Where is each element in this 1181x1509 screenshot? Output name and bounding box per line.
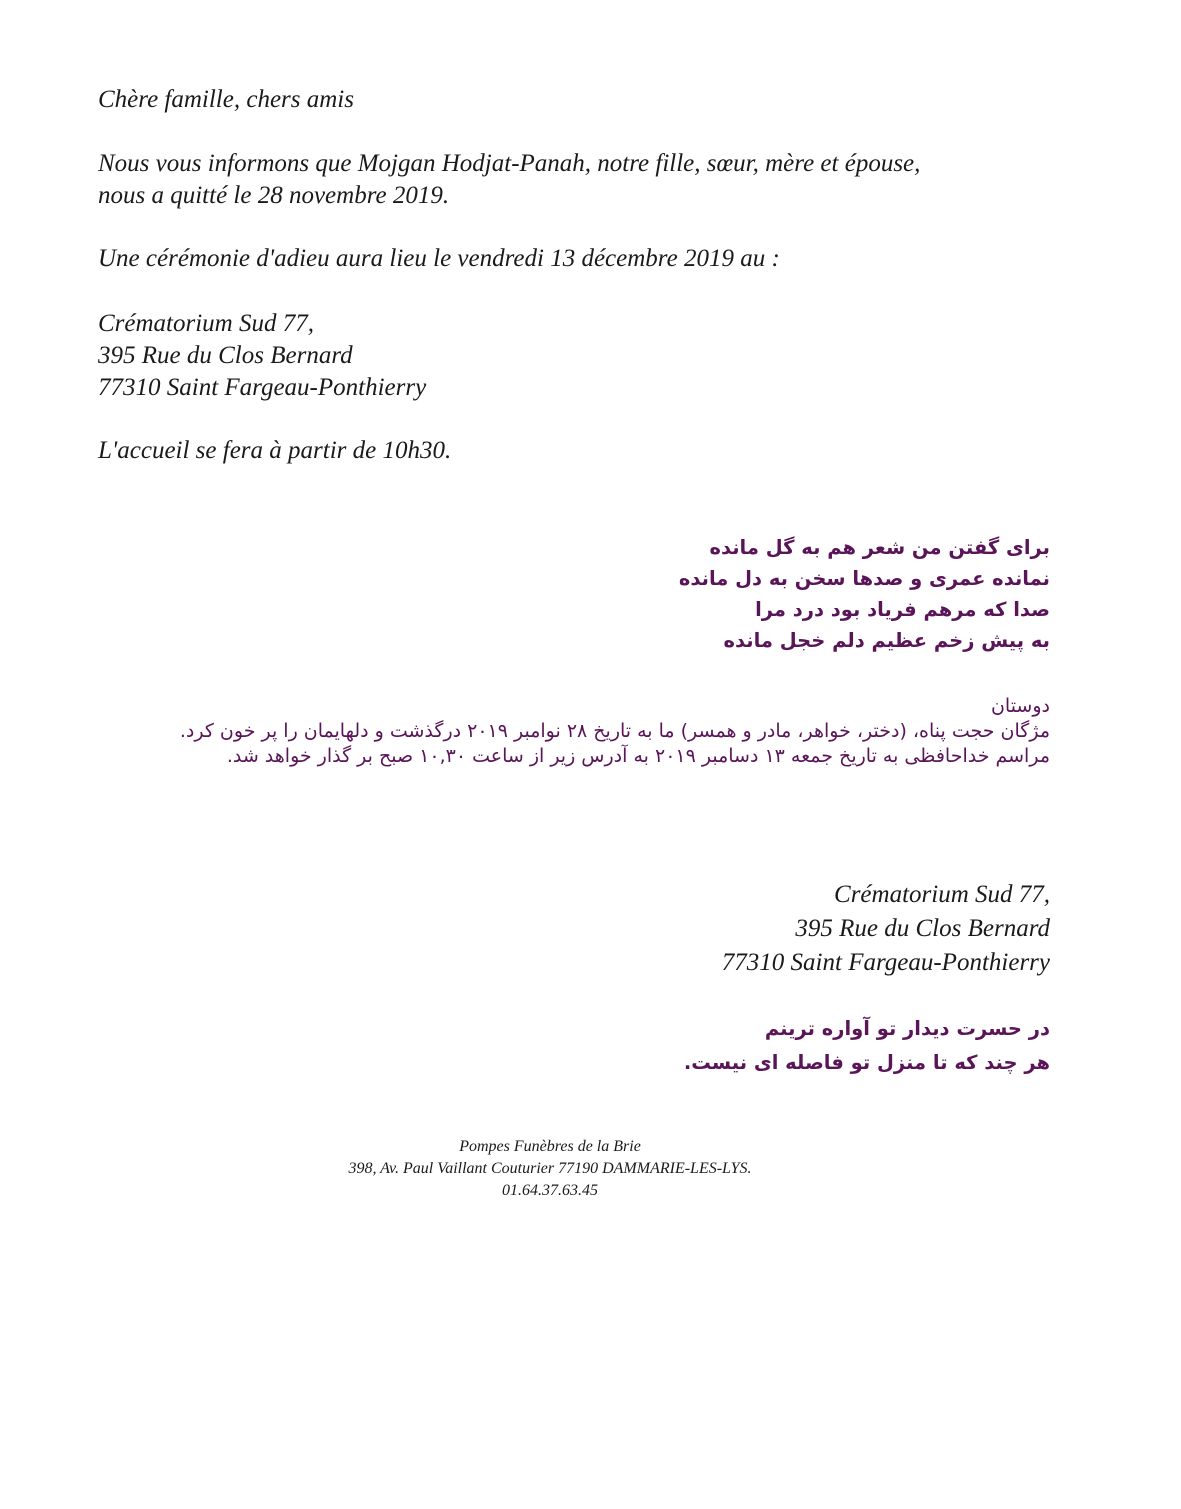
address-line: 395 Rue du Clos Bernard — [98, 342, 353, 369]
announcement — [98, 148, 920, 212]
poem-line: به پیش زخم عظیم دلم خجل مانده — [723, 629, 1050, 652]
crematorium-address-right — [722, 878, 1050, 980]
persian-poem — [679, 532, 1050, 656]
persian-announcement-text: مژگان حجت پناه، (دختر، خواهر، مادر و همسر) ما به تاریخ ۲۸ نوامبر ۲۰۱۹ درگذشت و دلهایمان را پر خون کرد. — [179, 720, 1050, 742]
address-line: 77310 Saint Fargeau-Ponthierry — [98, 374, 427, 401]
ceremony-notice: Une cérémonie d'adieu aura lieu le vendredi 13 décembre 2019 au : — [98, 245, 780, 272]
persian-announcement — [104, 694, 1050, 769]
greeting: Chère famille, chers amis — [98, 86, 354, 113]
poem-line: برای گفتن من شعر هم به گل مانده — [709, 536, 1050, 559]
persian-ceremony-text: مراسم خداحافظی به تاریخ جمعه ۱۳ دسامبر ۲۰۱۹ به آدرس زیر از ساعت ۱۰,۳۰ صبح بر گذار خواهد شد. — [226, 745, 1050, 767]
funeral-home-phone: 01.64.37.63.45 — [502, 1182, 598, 1199]
poem-line: صدا که مرهم فریاد بود درد مرا — [755, 598, 1050, 621]
funeral-home-footer — [0, 1136, 1100, 1202]
funeral-home-address: 398, Av. Paul Vaillant Couturier 77190 DAMMARIE-LES-LYS. — [348, 1160, 752, 1177]
funeral-home-name: Pompes Funèbres de la Brie — [459, 1138, 641, 1155]
crematorium-address — [98, 308, 426, 404]
persian-salutation: دوستان — [990, 695, 1050, 717]
poem-line: در حسرت دیدار تو آواره ترینم — [764, 1017, 1050, 1040]
announcement-line: Nous vous informons que Mojgan Hodjat-Panah, notre fille, sœur, mère et épouse, — [98, 150, 921, 177]
poem-line: هر چند که تا منزل تو فاصله ای نیست. — [683, 1051, 1050, 1074]
poem-line: نمانده عمری و صدها سخن به دل مانده — [678, 567, 1050, 590]
address-line: Crématorium Sud 77, — [834, 881, 1050, 908]
reception-time: L'accueil se fera à partir de 10h30. — [98, 437, 452, 464]
address-line: Crématorium Sud 77, — [98, 310, 314, 337]
closing-poem — [684, 1012, 1050, 1080]
announcement-line: nous a quitté le 28 novembre 2019. — [98, 182, 450, 209]
address-line: 395 Rue du Clos Bernard — [795, 915, 1050, 942]
address-line: 77310 Saint Fargeau-Ponthierry — [721, 949, 1050, 976]
